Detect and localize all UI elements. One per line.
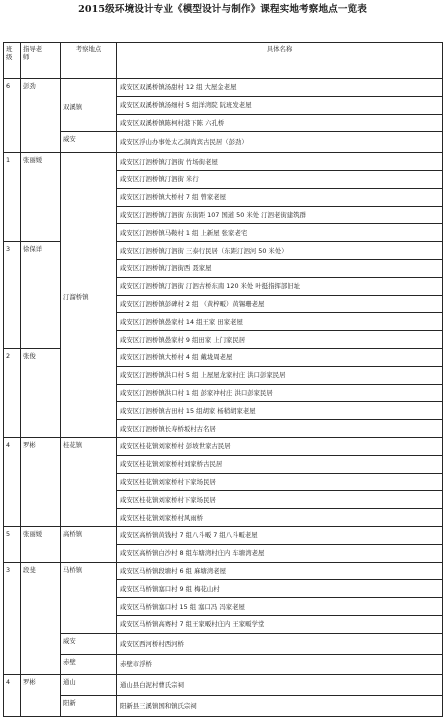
table-row: [4, 696, 443, 717]
table-row: [4, 153, 443, 171]
class-cell: 4: [4, 437, 21, 526]
site-cell: 咸安区汀泗桥镇彭碑村 2 组 （黄梓畈）黄锡珊老屋: [117, 295, 443, 313]
header-class: 班 级: [4, 43, 21, 79]
site-cell: 赤壁市浮桥: [117, 654, 443, 675]
site-cell: 咸安区桂花镇刘家桥村 彭坡世家古民居: [117, 437, 443, 455]
site-cell: 咸安区马桥镇塞口村 9 组 梅花山村: [117, 580, 443, 598]
location-cell: 阳新: [61, 696, 117, 717]
site-cell: 咸安区双溪桥镇汤甜村 12 组 大屋金老屋: [117, 79, 443, 97]
site-cell: 咸安区汀泗桥镇大桥村 7 组 曾家老屋: [117, 188, 443, 206]
site-cell: 阳新县三溪镇国和镇氏宗祠: [117, 696, 443, 717]
site-cell: 咸安区汀泗桥镇汀泗街 汀泗古桥东南 120 米处 叶挺指挥部旧址: [117, 277, 443, 295]
location-cell: 威安: [61, 633, 117, 654]
class-cell: 4: [4, 675, 21, 717]
site-cell: 咸安区马桥镇段塘村 6 组 麻塘湾老屋: [117, 562, 443, 580]
site-cell: 咸安区浮山办事处太乙洞尚宾古民居（彭劲）: [117, 132, 443, 153]
header-teacher: 指导老 师: [21, 43, 61, 79]
location-cell: 高桥镇: [61, 526, 117, 562]
site-cell: 咸安区桂花镇刘家桥村下家场民居: [117, 491, 443, 509]
teacher-cell: 徐保详: [21, 242, 61, 349]
table-row: [4, 633, 443, 654]
class-cell: 5: [4, 526, 21, 562]
teacher-cell: 彭劲: [21, 79, 61, 153]
location-cell: 通山: [61, 675, 117, 696]
class-cell: 1: [4, 153, 21, 242]
site-cell: 咸安区汀泗桥镇汀泗街西 聂家屋: [117, 259, 443, 277]
teacher-cell: 张丽媛: [21, 153, 61, 242]
site-cell: 咸安区马桥镇塞口村 15 组 塞口冯 冯家老屋: [117, 598, 443, 616]
site-cell: 咸安区汀泗桥镇愚家村 14 组王家 田家老屋: [117, 313, 443, 331]
teacher-cell: 段斐: [21, 562, 61, 675]
site-cell: 通山县白泥村曹氏宗祠: [117, 675, 443, 696]
site-table: [3, 42, 443, 717]
class-cell: 3: [4, 562, 21, 675]
table-row: [4, 654, 443, 675]
location-cell: 马桥镇: [61, 562, 117, 633]
header-location: 考察地点: [61, 43, 117, 79]
document-title: 2015级环境设计专业《模型设计与制作》课程实地考察地点一览表: [78, 4, 367, 15]
site-cell: 咸安区汀泗桥镇古田村 15 组胡家 杨稍胡家老屋: [117, 402, 443, 420]
site-cell: 咸安区汀泗桥镇汀泗街 东街距 107 国道 50 米处 汀泗老街建筑群: [117, 206, 443, 224]
class-cell: 6: [4, 79, 21, 153]
teacher-cell: 罗彬: [21, 437, 61, 526]
site-cell: 咸安区西河桥村西河桥: [117, 633, 443, 654]
site-cell: 咸安区桂花镇刘家桥村刘家桥古民居: [117, 455, 443, 473]
table-header-row: [4, 43, 443, 79]
site-cell: 咸安区汀泗桥镇汀泗街 竹场街老屋: [117, 153, 443, 171]
class-cell: 3: [4, 242, 21, 349]
location-cell: 威安: [61, 132, 117, 153]
site-cell: 咸安区高桥镇黄钱村 7 组八斗畈 7 组八斗畈老屋: [117, 526, 443, 544]
site-cell: 咸安区汀泗桥镇汀泗街 米行: [117, 170, 443, 188]
site-cell: 咸安区汀泗桥镇愚家村 9 组田家 上门家民居: [117, 331, 443, 349]
header-site: 具体名称: [117, 43, 443, 79]
site-cell: 咸安区双溪桥镇汤细村 5 组洋湾院 阮班发老屋: [117, 96, 443, 114]
site-cell: 咸安区高桥镇白沙村 8 组车塘湾村庄内 车塘湾老屋: [117, 544, 443, 562]
teacher-cell: 张俊: [21, 348, 61, 437]
class-cell: 2: [4, 348, 21, 437]
site-cell: 咸安区汀泗桥镇洪口村 5 组 上屋屋龙家村庄 洪口彭家民居: [117, 366, 443, 384]
site-cell: 咸安区汀泗桥镇大桥村 4 组 戴垅周老屋: [117, 348, 443, 366]
location-cell: 汀溜桥镇: [61, 153, 117, 438]
location-cell: 桂花镇: [61, 437, 117, 526]
table-row: [4, 562, 443, 580]
location-cell: 双溪镇: [61, 79, 117, 132]
table-row: [4, 79, 443, 97]
site-cell: 咸安区汀泗桥镇汀泗街 三泰行民居（东距汀泗河 50 米处）: [117, 242, 443, 260]
table-row: [4, 437, 443, 455]
site-cell: 咸安区桂花镇刘家桥村风雨桥: [117, 509, 443, 527]
teacher-cell: 张丽媛: [21, 526, 61, 562]
teacher-cell: 罗彬: [21, 675, 61, 717]
table-row: [4, 526, 443, 544]
table-row: [4, 132, 443, 153]
site-cell: 咸安区双溪桥镇陈柯村港下陈 六孔桥: [117, 114, 443, 132]
site-cell: 咸安区汀泗桥镇洪口村 1 组 彭家冲村庄 洪口彭家民居: [117, 384, 443, 402]
site-cell: 咸安区汀泗桥镇长寿桥坂村古名居: [117, 420, 443, 438]
site-cell: 咸安区汀泗桥镇马鞍村 1 组 上新屋 张家老宅: [117, 224, 443, 242]
location-cell: 赤壁: [61, 654, 117, 675]
site-cell: 咸安区桂花镇刘家桥村下家场民居: [117, 473, 443, 491]
table-row: [4, 675, 443, 696]
site-cell: 咸安区马桥镇高赛村 7 组王家畈村庄内 王家畈学堂: [117, 615, 443, 633]
